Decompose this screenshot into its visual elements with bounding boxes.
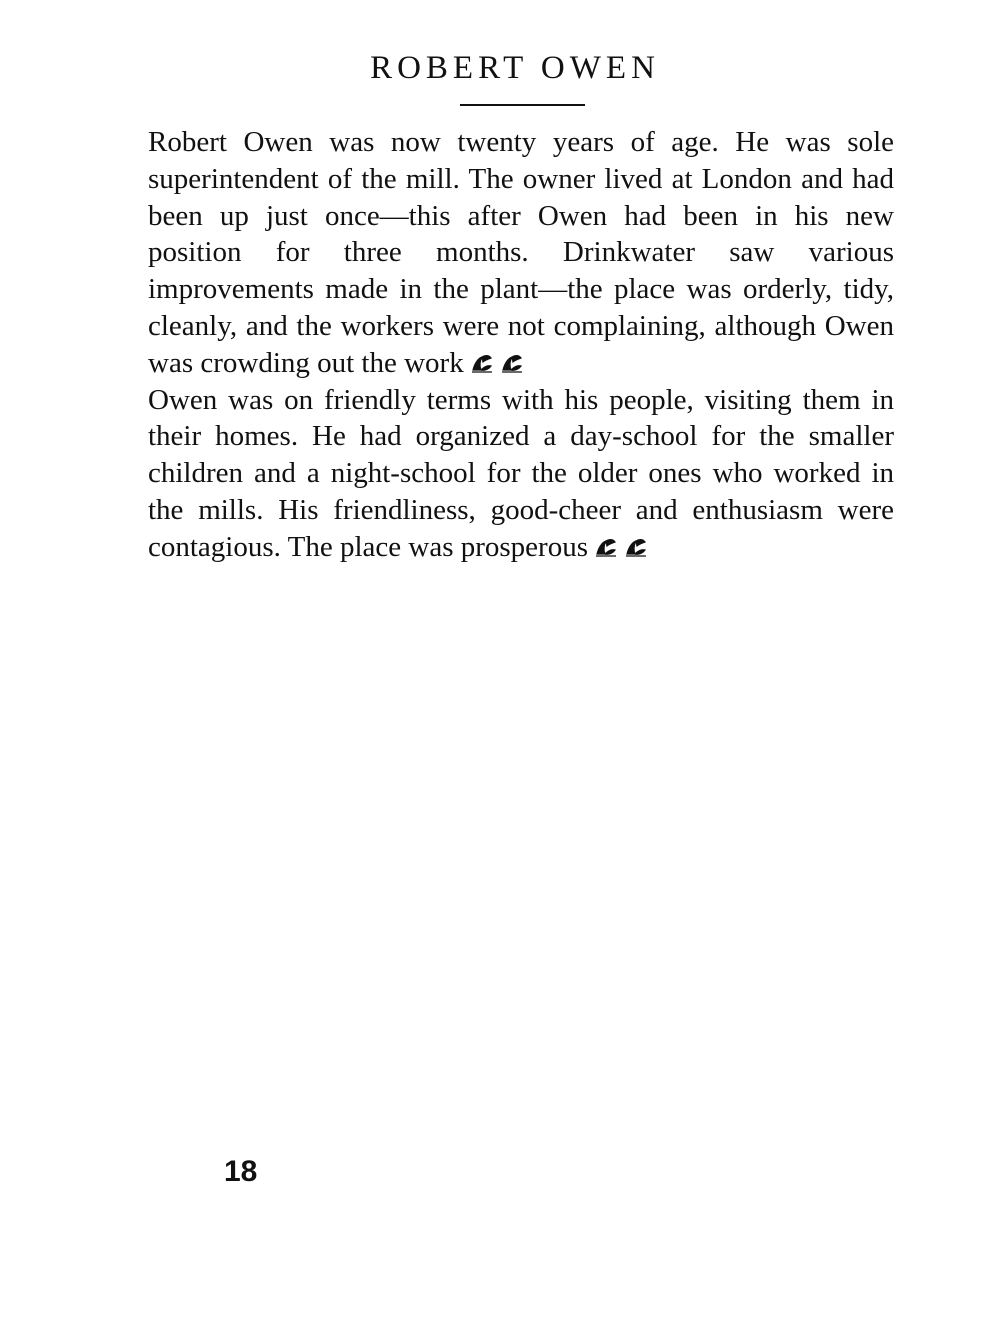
- leaf-ornament-icon: [500, 352, 524, 374]
- paragraph-2: [148, 382, 894, 566]
- paragraph-1: [148, 124, 894, 382]
- body-text: [148, 124, 894, 566]
- paragraph-2-text: Owen was on friendly terms with his people, visiting them in their homes. He had organized a day-school for the smaller children and a night-school for the older ones who worked in the mills. His friendliness, good-cheer and enthusiasm were contagious. The place was prosperous: [148, 383, 894, 563]
- leaf-ornament-icon: [624, 536, 648, 558]
- running-head: ROBERT OWEN: [370, 50, 660, 86]
- leaf-ornament-icon: [470, 352, 494, 374]
- paragraph-1-text: Robert Owen was now twenty years of age. He was sole superintendent of the mill. The owner lived at London and had been up just once—this after Owen had been in his new position for three months. Drinkwater saw various improvements made in the plant—the place was orderly, tidy, cleanly, and the workers were not complaining, although Owen was crowding out the work: [148, 126, 894, 379]
- page-number: 18: [224, 1155, 258, 1188]
- leaf-ornament-icon: [594, 536, 618, 558]
- head-rule: [460, 104, 585, 106]
